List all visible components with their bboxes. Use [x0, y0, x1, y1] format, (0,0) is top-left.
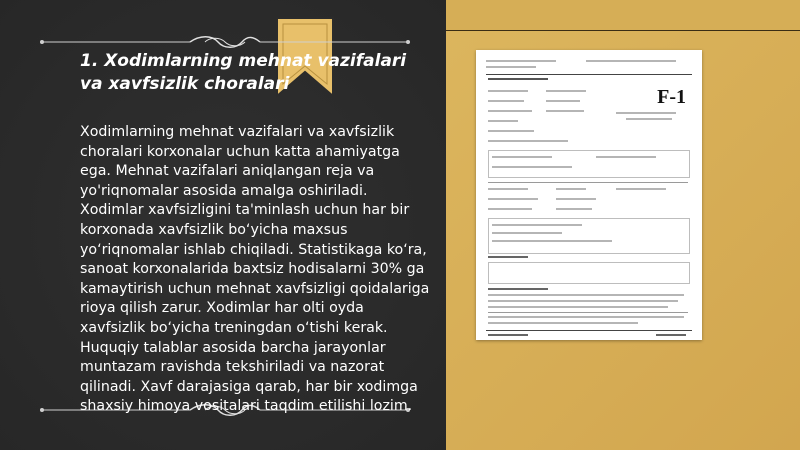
slide-body: Xodimlarning mehnat vazifalari va xavfsizlik choralari korxonalar uchun katta ahamiyatga ega. Mehnat vazifalari aniqlangan reja va yo'riqnomalar asosida amalga oshiriladi. Xodimlar xavfsizligini ta'minlash uchun har bir korxonada xavfsizlik bo‘yicha maxsus yo‘riqnomalar ishlab chiqiladi. Statistikaga ko‘ra, sanoat korxonalarida baxtsiz hodisalarni 30% ga kamaytirish uchun mehnat xavfsizligi qoidalariga rioya qilish zarur. Xodimlar har olti oyda xavfsizlik bo‘yicha treningdan o‘tishi kerak. Huquqiy talablar asosida barcha jarayonlar muntazam ravishda tekshiriladi va nazorat qilinadi. Xavf darajasiga qarab, har bir xodimga shaxsiy himoya vositalari taqdim etilishi lozim.	[80, 124, 430, 415]
slide-title: 1. Xodimlarning mehnat vazifalari va xavfsizlik choralari	[80, 51, 407, 94]
top-strip	[446, 0, 800, 31]
flourish-divider-icon	[40, 35, 410, 49]
form-document-image	[476, 50, 702, 340]
form-code: F-1	[657, 86, 686, 108]
